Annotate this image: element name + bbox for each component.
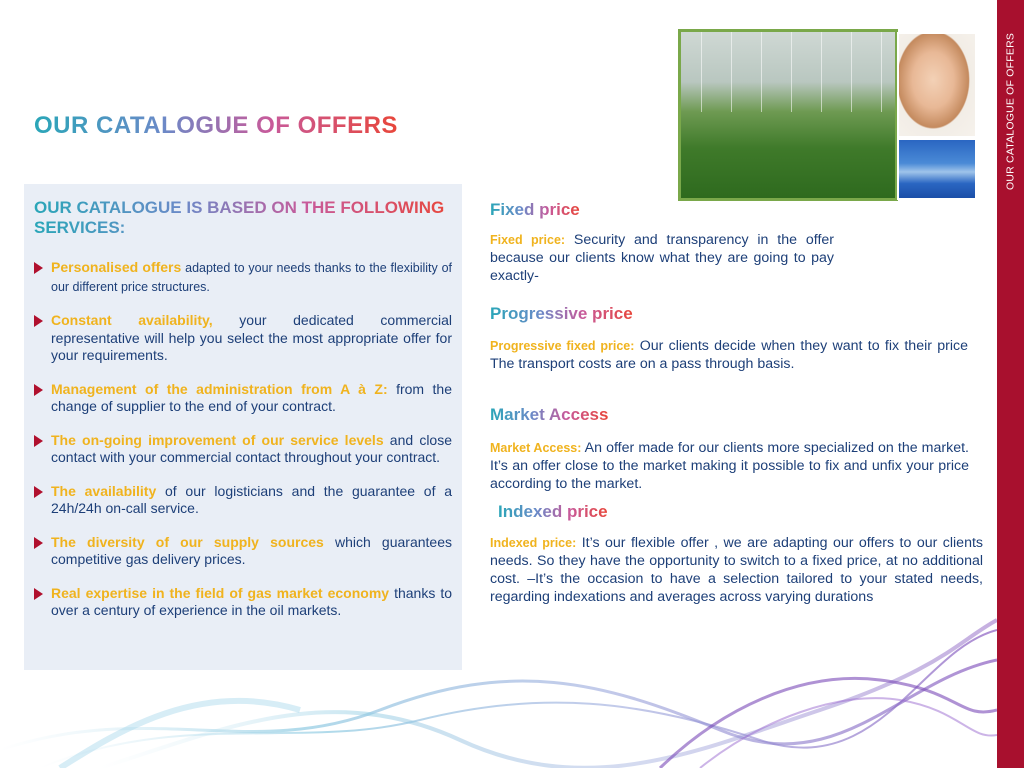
fixed-price-body — [490, 231, 834, 285]
market-access-label: Market Access: — [490, 441, 582, 455]
service-text: and close contact with your commercial contact throughout your contract. — [51, 431, 452, 465]
market-access-body — [490, 439, 969, 493]
page-title: OUR CATALOGUE OF OFFERS — [34, 112, 398, 139]
sidebar-label: OUR CATALOGUE OF OFFERS — [1004, 32, 1017, 190]
indexed-price-text: It’s our flexible offer , we are adapting our offers to our clients needs. So they have the opportunity to switch to a fixed price, at no additional cost. –It’s the occasion to have a selection tailored to your stated needs, regarding indexations and averages across varying durations — [490, 535, 983, 605]
service-item — [34, 259, 452, 296]
triangle-bullet-icon — [34, 537, 43, 549]
triangle-bullet-icon — [34, 486, 43, 498]
fixed-price-text: Security and transparency in the offer because our clients know what they are going to pay exactly- — [490, 232, 834, 284]
service-highlight: Management of the administration from A à Z: — [51, 380, 388, 397]
fixed-price-label: Fixed price: — [490, 233, 566, 247]
sleeping-woman-photo — [897, 32, 977, 138]
service-highlight: The availability — [51, 482, 157, 499]
service-item — [34, 432, 452, 467]
progressive-price-body — [490, 337, 968, 373]
service-item — [34, 312, 452, 365]
service-highlight: Real expertise in the field of gas market economy — [51, 584, 390, 601]
decorative-swirl — [0, 560, 997, 768]
market-access-heading: Market Access — [490, 405, 609, 424]
service-item — [34, 381, 452, 416]
service-highlight: The diversity of our supply sources — [51, 533, 324, 550]
progressive-price-label: Progressive fixed price: — [490, 339, 635, 353]
photo-collage — [678, 29, 980, 203]
service-highlight: Personalised offers — [51, 259, 182, 275]
service-highlight: Constant availability, — [51, 312, 213, 328]
triangle-bullet-icon — [34, 384, 43, 396]
service-item — [34, 483, 452, 518]
service-text: your dedicated commercial representative will help you select the most appropriate offer for your requirements. — [51, 312, 452, 363]
indexed-price-heading: Indexed price — [498, 502, 608, 521]
service-text: from the change of supplier to the end of your contract. — [51, 380, 452, 414]
sidebar-band — [997, 0, 1024, 768]
service-text: which guarantees competitive gas delivery prices. — [51, 533, 452, 567]
service-highlight: The on-going improvement of our service levels — [51, 431, 384, 448]
greenhouse-photo — [678, 29, 898, 201]
triangle-bullet-icon — [34, 435, 43, 447]
indexed-price-label: Indexed price: — [490, 536, 577, 550]
progressive-price-text: Our clients decide when they want to fix their price The transport costs are on a pass through basis. — [490, 338, 968, 372]
sky-photo — [897, 138, 977, 200]
service-text: of our logisticians and the guarantee of a 24h/24h on-call service. — [51, 482, 453, 516]
market-access-text: An offer made for our clients more specialized on the market. It’s an offer close to the market making it possible to fix and unfix your price according to the market. — [490, 440, 969, 492]
services-heading: OUR CATALOGUE IS BASED ON THE FOLLOWING SERVICES: — [34, 198, 454, 238]
progressive-price-heading: Progressive price — [490, 304, 633, 323]
triangle-bullet-icon — [34, 262, 43, 274]
triangle-bullet-icon — [34, 315, 43, 327]
service-text: thanks to over a century of experience in the oil markets. — [51, 584, 453, 618]
fixed-price-heading: Fixed price — [490, 200, 580, 219]
service-text: adapted to your needs thanks to the flexibility of our different price structures. — [51, 261, 453, 294]
